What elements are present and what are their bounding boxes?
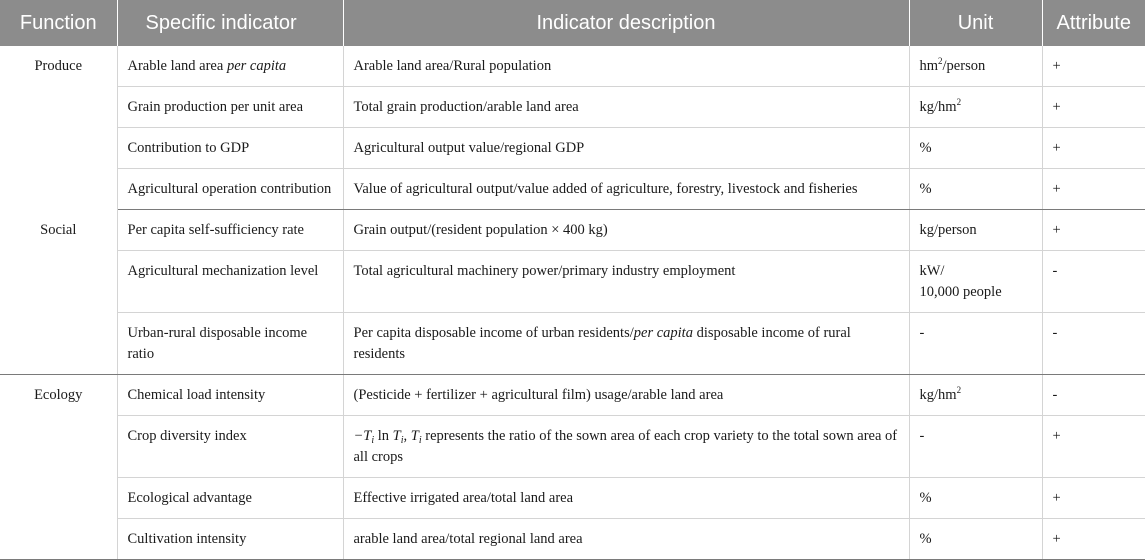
indicator-text: Arable land area	[127, 58, 227, 74]
indicator-cell: Chemical load intensity	[117, 375, 343, 416]
description-cell: (Pesticide + fertilizer + agricultural film) usage/arable land area	[343, 375, 909, 416]
indicator-cell: Urban-rural disposable income ratio	[117, 313, 343, 375]
header-unit: Unit	[909, 0, 1042, 46]
indicator-cell: Per capita self-sufficiency rate	[117, 210, 343, 251]
indicator-emphasis: per capita	[226, 58, 287, 74]
table-row	[0, 87, 1145, 128]
group-produce: Produce	[0, 46, 117, 210]
math-subscript: i	[371, 435, 375, 446]
description-emphasis: per capita	[633, 325, 693, 341]
unit-cell: %	[909, 478, 1042, 519]
unit-cell: %	[909, 169, 1042, 210]
indicator-cell: Grain production per unit area	[117, 87, 343, 128]
unit-line: 10,000 people	[919, 284, 1002, 300]
description-text: Per capita disposable income of urban residents/	[353, 325, 634, 341]
table-row	[0, 169, 1145, 210]
table-row	[0, 416, 1145, 478]
group-ecology: Ecology	[0, 375, 117, 560]
description-cell: Arable land area/Rural population	[343, 46, 909, 87]
unit-cell: %	[909, 519, 1042, 560]
table-row	[0, 210, 1145, 251]
attribute-cell: +	[1042, 46, 1145, 87]
unit-text: hm	[919, 58, 939, 74]
description-cell: Effective irrigated area/total land area	[343, 478, 909, 519]
math-ln: ln	[374, 428, 393, 444]
attribute-cell: +	[1042, 519, 1145, 560]
table-row	[0, 251, 1145, 313]
unit-cell: kg/person	[909, 210, 1042, 251]
math-symbol: T	[410, 428, 419, 444]
description-cell	[343, 416, 909, 478]
math-symbol: T	[392, 428, 401, 444]
attribute-cell: +	[1042, 416, 1145, 478]
indicator-cell: Ecological advantage	[117, 478, 343, 519]
table-row	[0, 46, 1145, 87]
table-row	[0, 519, 1145, 560]
unit-text: /person	[942, 58, 986, 74]
attribute-cell: +	[1042, 87, 1145, 128]
header-indicator: Specific indicator	[117, 0, 343, 46]
unit-line: kW/	[919, 263, 945, 279]
attribute-cell: +	[1042, 478, 1145, 519]
unit-superscript: 2	[956, 385, 962, 395]
unit-superscript: 2	[956, 97, 962, 107]
indicator-cell: Agricultural mechanization level	[117, 251, 343, 313]
unit-cell: %	[909, 128, 1042, 169]
indicator-cell: Agricultural operation contribution	[117, 169, 343, 210]
table-row	[0, 128, 1145, 169]
unit-cell	[909, 46, 1042, 87]
table-header-row	[0, 0, 1145, 46]
description-cell: Total agricultural machinery power/primary industry employment	[343, 251, 909, 313]
attribute-cell: -	[1042, 375, 1145, 416]
unit-text: kg/hm	[919, 387, 957, 403]
unit-cell	[909, 251, 1042, 313]
unit-superscript: 2	[938, 56, 943, 66]
description-cell: Grain output/(resident population × 400 kg)	[343, 210, 909, 251]
header-attribute: Attribute	[1042, 0, 1145, 46]
attribute-cell: -	[1042, 313, 1145, 375]
description-cell: arable land area/total regional land area	[343, 519, 909, 560]
description-cell	[343, 313, 909, 375]
attribute-cell: +	[1042, 128, 1145, 169]
header-function: Function	[0, 0, 117, 46]
math-symbol: −T	[353, 428, 372, 444]
math-comma: ,	[403, 428, 411, 444]
math-subscript: i	[418, 435, 422, 446]
table-row	[0, 478, 1145, 519]
description-text: represents the ratio of the sown area of each crop variety to the total sown area of all crops	[353, 428, 898, 465]
description-cell: Agricultural output value/regional GDP	[343, 128, 909, 169]
indicator-cell	[117, 46, 343, 87]
unit-cell	[909, 87, 1042, 128]
description-cell: Total grain production/arable land area	[343, 87, 909, 128]
indicator-cell: Contribution to GDP	[117, 128, 343, 169]
table-row	[0, 375, 1145, 416]
header-description: Indicator description	[343, 0, 909, 46]
table-row	[0, 313, 1145, 375]
description-cell: Value of agricultural output/value added of agriculture, forestry, livestock and fisheries	[343, 169, 909, 210]
attribute-cell: +	[1042, 169, 1145, 210]
attribute-cell: +	[1042, 210, 1145, 251]
unit-cell: -	[909, 416, 1042, 478]
indicator-cell: Crop diversity index	[117, 416, 343, 478]
unit-cell	[909, 375, 1042, 416]
group-social: Social	[0, 210, 117, 375]
description-text: disposable income of rural residents	[353, 325, 851, 362]
attribute-cell: -	[1042, 251, 1145, 313]
unit-text: kg/hm	[919, 99, 957, 115]
unit-cell: -	[909, 313, 1042, 375]
math-subscript: i	[400, 435, 404, 446]
indicator-cell: Cultivation intensity	[117, 519, 343, 560]
